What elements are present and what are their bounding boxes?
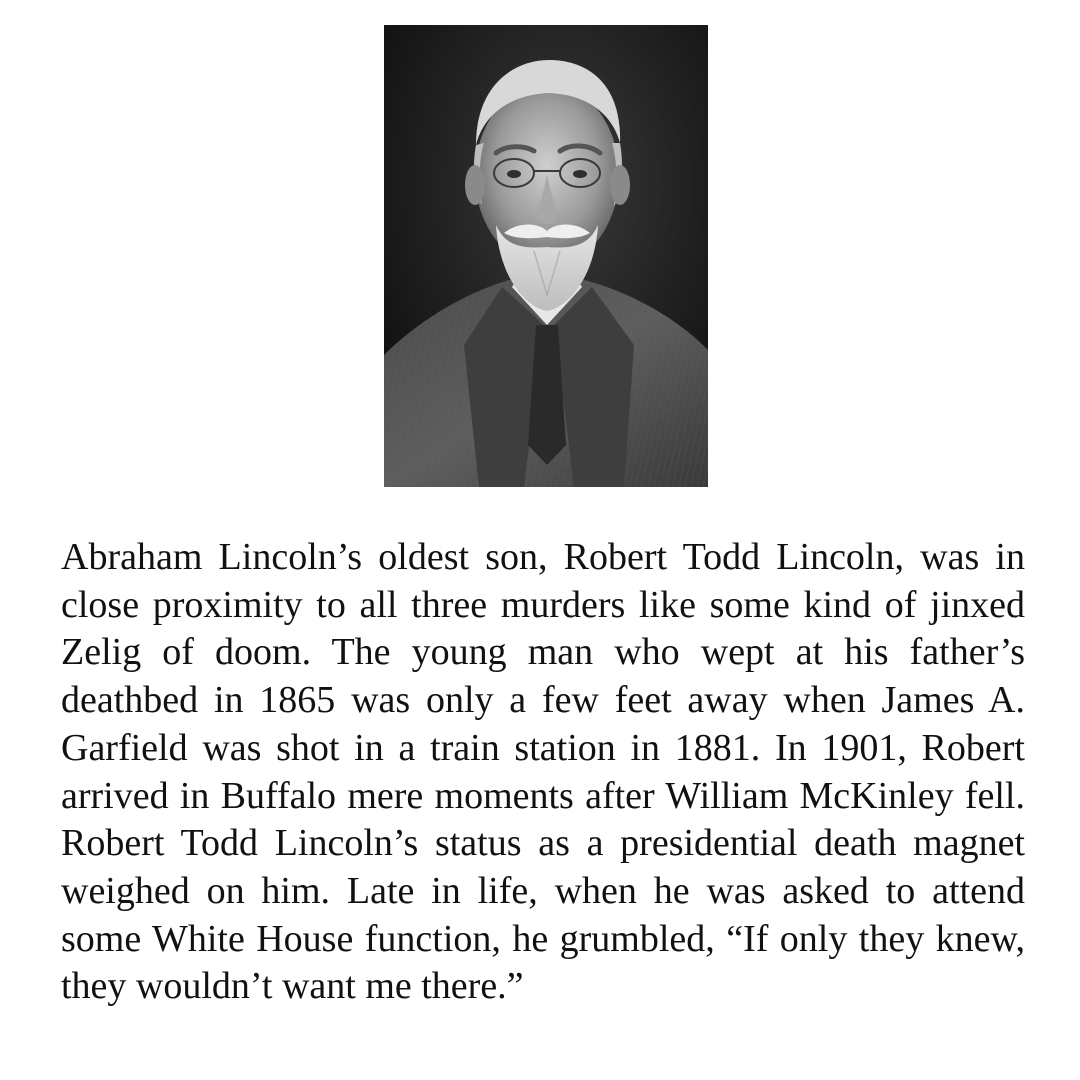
passage-text: Abraham Lincoln’s oldest son, Robert Todd Lincoln, was in close proximity to all three murders like some kind of jinxed Zelig of doom. The young man who wept at his father’s deathbed in 1865 was only a few feet away when James A. Garfield was shot in a train station in 1881. In 1901, Robert arrived in Buffalo mere moments after William McKinley fell. Robert Todd Lincoln’s status as a presidential death magnet weighed on him. Late in life, when he was asked to attend some White House function, he grumbled, “If only they knew, they wouldn’t want me there.” [61, 536, 1025, 1008]
portrait-photo [384, 25, 708, 487]
